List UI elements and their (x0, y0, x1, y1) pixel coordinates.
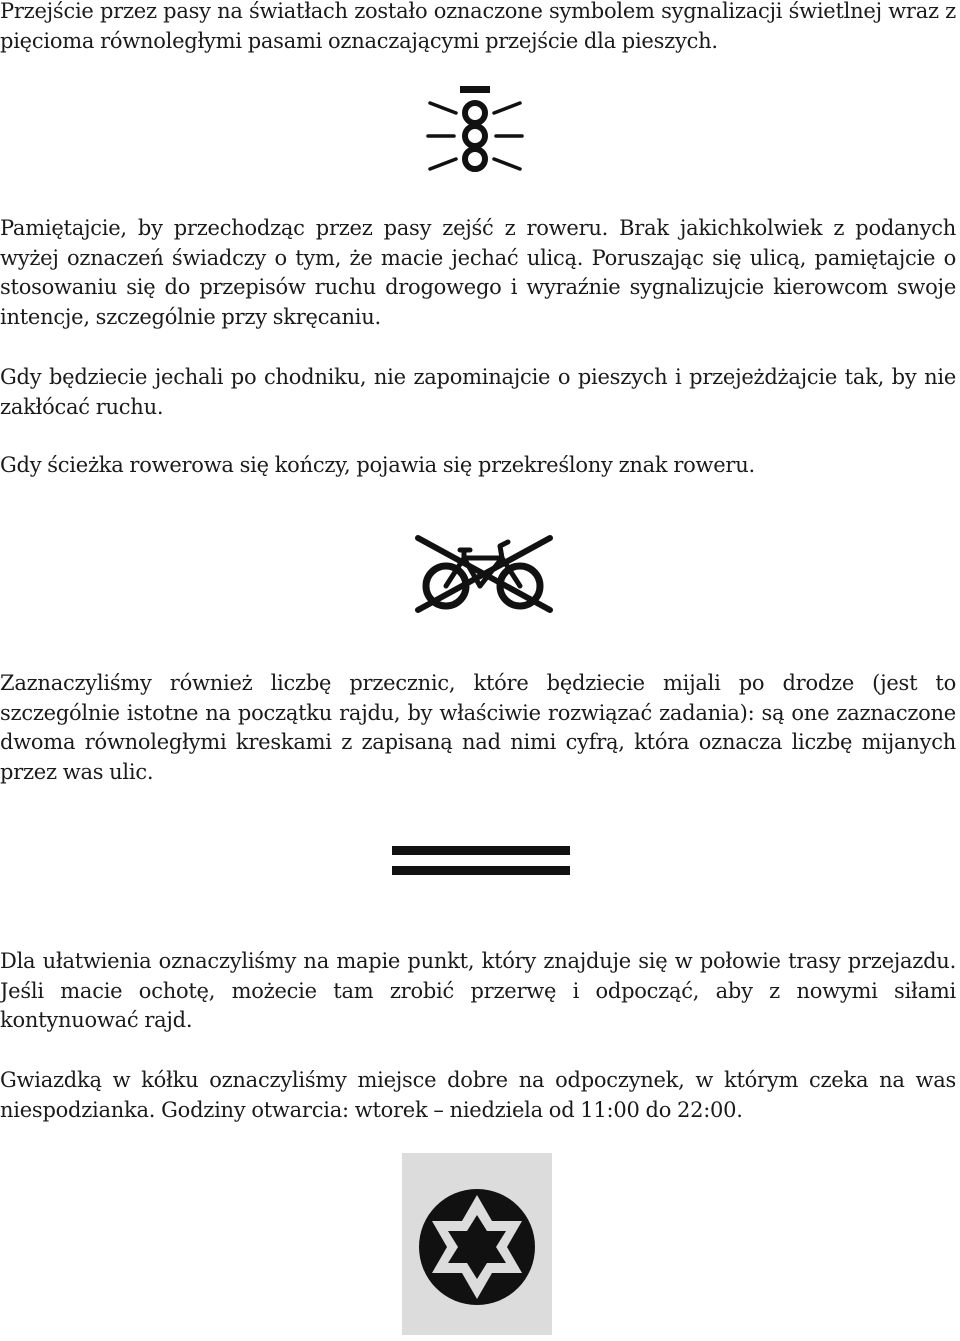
star-in-circle-icon (402, 1153, 552, 1335)
paragraph-cross-streets: Zaznaczyliśmy również liczbę przecznic, które będziecie mijali po drodze (jest to szczególnie istotne na początku rajdu, by właściwie rozwiązać zadania): są one zaznaczone dwoma równoległymi kreskami z zapisaną nad nimi cyfrą, która oznacza liczbę mijanych przez was ulic. (0, 671, 956, 784)
paragraph-traffic-light-crossing: Przejście przez pasy na światłach zostało oznaczone symbolem sygnalizacji świetlnej wraz z pięcioma równoległymi pasami oznaczającymi przejście dla pieszych. (0, 0, 956, 53)
traffic-light-icon (420, 80, 532, 190)
paragraph-dismount-rules: Pamiętajcie, by przechodząc przez pasy zejść z roweru. Brak jakichkolwiek z podanych wyżej oznaczeń świadczy o tym, że macie jechać ulicą. Poruszając się ulicą, pamiętajcie o stosowaniu się do przepisów ruchu drogowego i wyraźnie sygnalizujcie kierowcom swoje intencje, szczególnie przy skręcaniu. (0, 216, 956, 329)
paragraph-halfway-point: Dla ułatwienia oznaczyliśmy na mapie punkt, który znajduje się w połowie trasy przejazdu. Jeśli macie ochotę, możecie tam zrobić przerwę i odpocząć, aby z nowymi siłami kontynuować rajd. (0, 949, 956, 1033)
paragraph-sidewalk-riding: Gdy będziecie jechali po chodniku, nie zapominajcie o pieszych i przejeżdżajcie tak, by nie zakłócać ruchu. (0, 365, 956, 419)
parallel-lines-icon (392, 844, 570, 878)
crossed-bicycle-icon (410, 530, 558, 616)
paragraph-bike-path-end: Gdy ścieżka rowerowa się kończy, pojawia się przekreślony znak roweru. (0, 453, 755, 477)
paragraph-rest-point: Gwiazdką w kółku oznaczyliśmy miejsce dobre na odpoczynek, w którym czeka na was niespodzianka. Godziny otwarcia: wtorek – niedziela od 11:00 do 22:00. (0, 1068, 956, 1122)
